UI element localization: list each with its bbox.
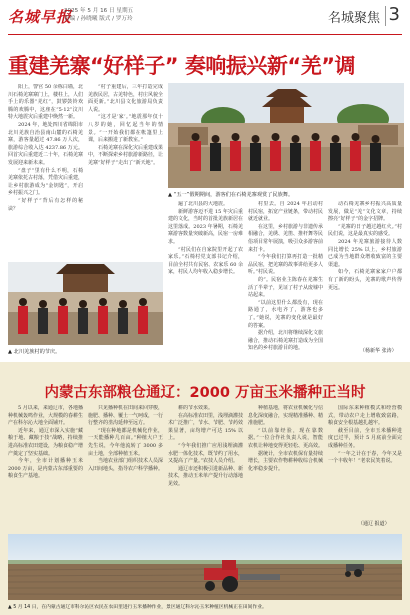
article1-column-4: 村里去。自 2024 年启动村村民宿，拓宽产业链条，带动村民就近就业。 在这里，乡村旅游与非遗传承相融合，羌绣、羌笛、推杆舞等民俗项目常年展演，吸引众多游客前来打卡。 “今年我们打算再打造一批精品民宿，把羌寨的故事讲给更多人听。”村民说。 的”。民宿业主陈春在羌寨生活了半辈子，见证了村子从废墟中站起来。 “以前这里什么都没有，现在路通了，水电齐了，游客也多了。”她说，羌寨的变化就是最好的答案。 据介绍，北川将继续深化文旅融合，推动石椅羌寨打造成为全国知名的乡村旅游目的地。: [248, 201, 323, 352]
article1-headline: 重建羌寨“好样子” 奏响振兴新“羌”调: [8, 54, 356, 78]
masthead-rule: [8, 34, 402, 35]
article1-column-2: “村子重建后，三年打造完成羌族民居，古羌特色，村庄风貌全面更新。”北川县文化旅游局负责人说。 “这才是‘家’。”地震那年仅十八岁的她，回忆起当年的情景。“一开始我们都在帐篷里上课，后来搬进了新教室。” 石椅羌寨在深化灾后重建成果中，不断探索乡村旅游新路径，让羌寨“好样子”走出了“新天地”。: [88, 84, 163, 166]
photo-tractor-field: [8, 534, 402, 600]
editor-line: 责编 / 孙晓曦 版式 / 罗万玲: [64, 16, 133, 22]
article2-byline: （通辽 报道）: [358, 521, 390, 527]
date-line: 2025 年 5 月 16 日 星期五: [64, 8, 134, 14]
masthead: [0, 0, 410, 36]
photo-tractor-field-caption: ▲ 5 月 14 日，在内蒙古通辽市科尔沁区农民在农田里进行玉米播种作业，景区通辽科尔沁玉米种植区机械正在田间作业。: [8, 605, 267, 610]
article1-column-5: 动石椅羌寨乡村振兴高质量发展，做足“羌”文化文章，持续擦亮“好样子”的金字招牌。 “羌寨的日子越过越红火。”村民们说，这是最真实的感受。 2024 年羌寨旅游接待人数同比增长 25% 以上，乡村旅游已成为当地群众增收致富的主要渠道。 如今，石椅羌寨家家户户都有了新的盼头，羌寨的歌声传得更远。: [328, 201, 402, 291]
photo-festival-dance-caption: ▲ “五一”假期期间，游客们在石椅羌寨观赏了民族舞。: [168, 192, 294, 198]
article1-byline: （杨新华 张涛）: [360, 348, 397, 354]
newspaper-logo: 名城早报: [8, 8, 73, 26]
masthead-meta: [64, 7, 133, 23]
article1-column-3: 遍了北川县的大地震。 新鲜游客迈不进 15 年灾后重建的文化，当时的首批羌族新居在这里落成。2023 年暑期，石椅羌寨游客数量突破新高，民宿一房难求。 “村民们在自家院里开起了农家乐。”石椅村党支部书记介绍，目前全村共有民宿、农家乐 60 余家，村民人均年收入稳步增长。: [168, 201, 243, 276]
photo-festival-dance-image: [168, 83, 404, 188]
article2-column-4: 种植基地，将农业机械化与信息化深度融合，实现精准播种、精准施肥。 “以前靠经验，现在靠数据。”一位合作社负责人说，智能农机让种地变得更轻松、更高效。 据统计，全市农机保有量持续增长，主要农作物耕种收综合机械化率稳步提升。: [248, 405, 323, 472]
article2-column-1: 5 月以来，来通辽市，各地播种机械轰鸣作业，大规模的春耕生产在科尔沁大地全面铺开。 近年来，通辽市深入实施“藏粮于地、藏粮于技”战略，持续推进高标准农田建设，为粮食稳产增产奠定了坚实基础。 今年，全市计划播种玉米 2000 万亩，是内蒙古东部重要的粮食生产基地。: [8, 405, 83, 480]
photo-tractor-field-image: [8, 534, 402, 600]
article2-column-2: 只见播种机在田间来回穿梭，施肥、播种、覆土一气呵成，一行行整齐的垄沟延伸至远方。 “现在种地都是机械化作业，一天能播种几百亩。”种植大户王先生说，今年他流转了 3000 多亩土地，全部种植玉米。 当地农业部门组织技术人员深入田间地头，指导农户科学播种。: [88, 405, 163, 472]
photo-festival-dance: [168, 83, 404, 188]
page-number: 3: [388, 4, 400, 25]
article2-column-5: 国际东来种植模式和经营模式，带动农户走上增收致富路，粮食安全根基越扎越牢。 截至目前，全市玉米播种进度已过半，预计 5 月底前全面完成播种任务。 “一年之计在于春，今年又是一个丰收年！”老农民笑着说。: [328, 405, 402, 465]
photo-village-festival-caption: ▲ 北川羌族村的节庆。: [8, 349, 61, 355]
article2-column-3: 耕的节水效果。 在高标准农田里，浅埋滴灌技术广泛推广，节水、节肥、节药效果显著，亩均增产可达 15% 以上。 “今年我们推广应用浅埋滴灌水肥一体化技术，既节约了用水，又提高了产量。”农技人员介绍。 通辽市还积极引进新品种、新技术，推动玉米单产提升行动落地见效。: [168, 405, 243, 487]
section-title: 名城聚焦: [327, 11, 380, 26]
article1-column-1: 阳上，警官 50 余栋白墙，北川石椅羌寨寨门上，楼柱上，人们手上的乐器“羌红”，鼓锣鼓铃欢腾的欢腾中，这座在“5·12”汶川特大地震灾后重建中焕然一新。 2024 年，地处四川省绵阳市北川羌族自治县南山麓的石椅羌寨，游客量超过 47.86 万人次，旅游综合收入达 4237.86 万元。回首灾后重建近二十年，石椅羌寨发展迎来新未来。 “盘子”里有什么不明，石椅羌寨依托古村落，凭借灾后重建，让乡村旅游成为“金钥匙”，开启乡村振兴之门。 “好样子”背后有怎样的秘诀？: [8, 84, 83, 212]
page-number-divider: [385, 6, 386, 26]
photo-village-festival-image: [8, 262, 163, 345]
photo-village-festival: [8, 262, 163, 345]
article2-headline: 内蒙古东部粮仓通辽：2000 万亩玉米播种正当时: [44, 385, 366, 401]
